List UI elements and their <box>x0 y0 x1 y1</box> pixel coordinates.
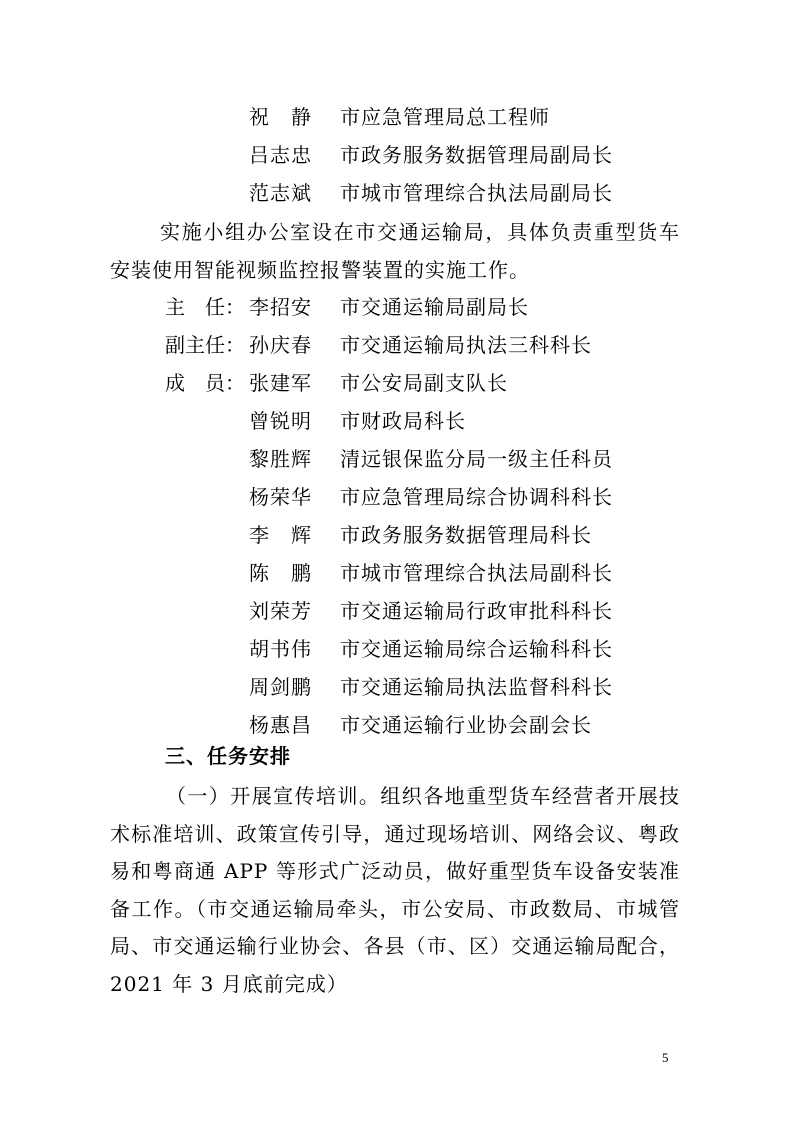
roster-label: 主 任： <box>165 295 245 319</box>
member-title: 市政务服务数据管理局副局长 <box>340 143 613 167</box>
roster-row <box>0 630 800 668</box>
member-name: 吕志忠 <box>249 143 312 167</box>
roster-name: 曾锐明 <box>249 409 312 433</box>
roster-title: 市交通运输局行政审批科科长 <box>340 599 613 623</box>
page-number: 5 <box>662 1050 669 1065</box>
roster-name: 张建军 <box>249 371 312 395</box>
roster-name: 陈 鹏 <box>249 561 312 585</box>
roster-title: 市城市管理综合执法局副科长 <box>340 561 613 585</box>
roster-row <box>0 478 800 516</box>
task-paragraph: （一）开展宣传培训。组织各地重型货车经营者开展技术标准培训、政策宣传引导，通过现场培训、网络会议、粤政易和粤商通 APP 等形式广泛动员，做好重型货车设备安装准备工作。（市交通运输局牵头，市公安局、市政数局、市城管局、市交通运输行业协会、各县（市、区）交通运输局配合，2021 年 3 月底前完成） <box>110 784 680 996</box>
member-row <box>0 136 800 174</box>
member-title: 市应急管理局总工程师 <box>340 105 550 129</box>
section-heading: 三、任务安排 <box>165 744 291 768</box>
member-row <box>0 98 800 136</box>
roster-name: 胡书伟 <box>249 637 312 661</box>
roster-row <box>0 516 800 554</box>
roster-row <box>0 326 800 364</box>
member-name: 范志斌 <box>249 181 312 205</box>
roster-row <box>0 288 800 326</box>
roster-title: 市财政局科长 <box>340 409 466 433</box>
office-paragraph: 实施小组办公室设在市交通运输局，具体负责重型货车安装使用智能视频监控报警装置的实施工作。 <box>110 220 680 282</box>
roster-title: 清远银保监分局一级主任科员 <box>340 447 613 471</box>
roster-title: 市应急管理局综合协调科科长 <box>340 485 613 509</box>
roster-row <box>0 706 800 744</box>
roster-name: 刘荣芳 <box>249 599 312 623</box>
roster-title: 市公安局副支队长 <box>340 371 508 395</box>
roster-row <box>0 592 800 630</box>
roster-row <box>0 402 800 440</box>
roster-name: 杨荣华 <box>249 485 312 509</box>
roster-title: 市交通运输局执法三科科长 <box>340 333 592 357</box>
roster-title: 市交通运输局综合运输科科长 <box>340 637 613 661</box>
roster-title: 市政务服务数据管理局科长 <box>340 523 592 547</box>
roster-row <box>0 668 800 706</box>
roster-name: 孙庆春 <box>249 333 312 357</box>
roster-title: 市交通运输行业协会副会长 <box>340 713 592 737</box>
roster-row <box>0 554 800 592</box>
member-name: 祝 静 <box>249 105 312 129</box>
roster-title: 市交通运输局副局长 <box>340 295 529 319</box>
roster-name: 李 辉 <box>249 523 312 547</box>
roster-name: 李招安 <box>249 295 312 319</box>
roster-label: 副主任： <box>165 333 245 357</box>
member-title: 市城市管理综合执法局副局长 <box>340 181 613 205</box>
member-row <box>0 174 800 212</box>
roster-row <box>0 364 800 402</box>
roster-title: 市交通运输局执法监督科科长 <box>340 675 613 699</box>
roster-name: 黎胜辉 <box>249 447 312 471</box>
roster-name: 周剑鹏 <box>249 675 312 699</box>
roster-row <box>0 440 800 478</box>
roster-name: 杨惠昌 <box>249 713 312 737</box>
roster-label: 成 员： <box>165 371 245 395</box>
